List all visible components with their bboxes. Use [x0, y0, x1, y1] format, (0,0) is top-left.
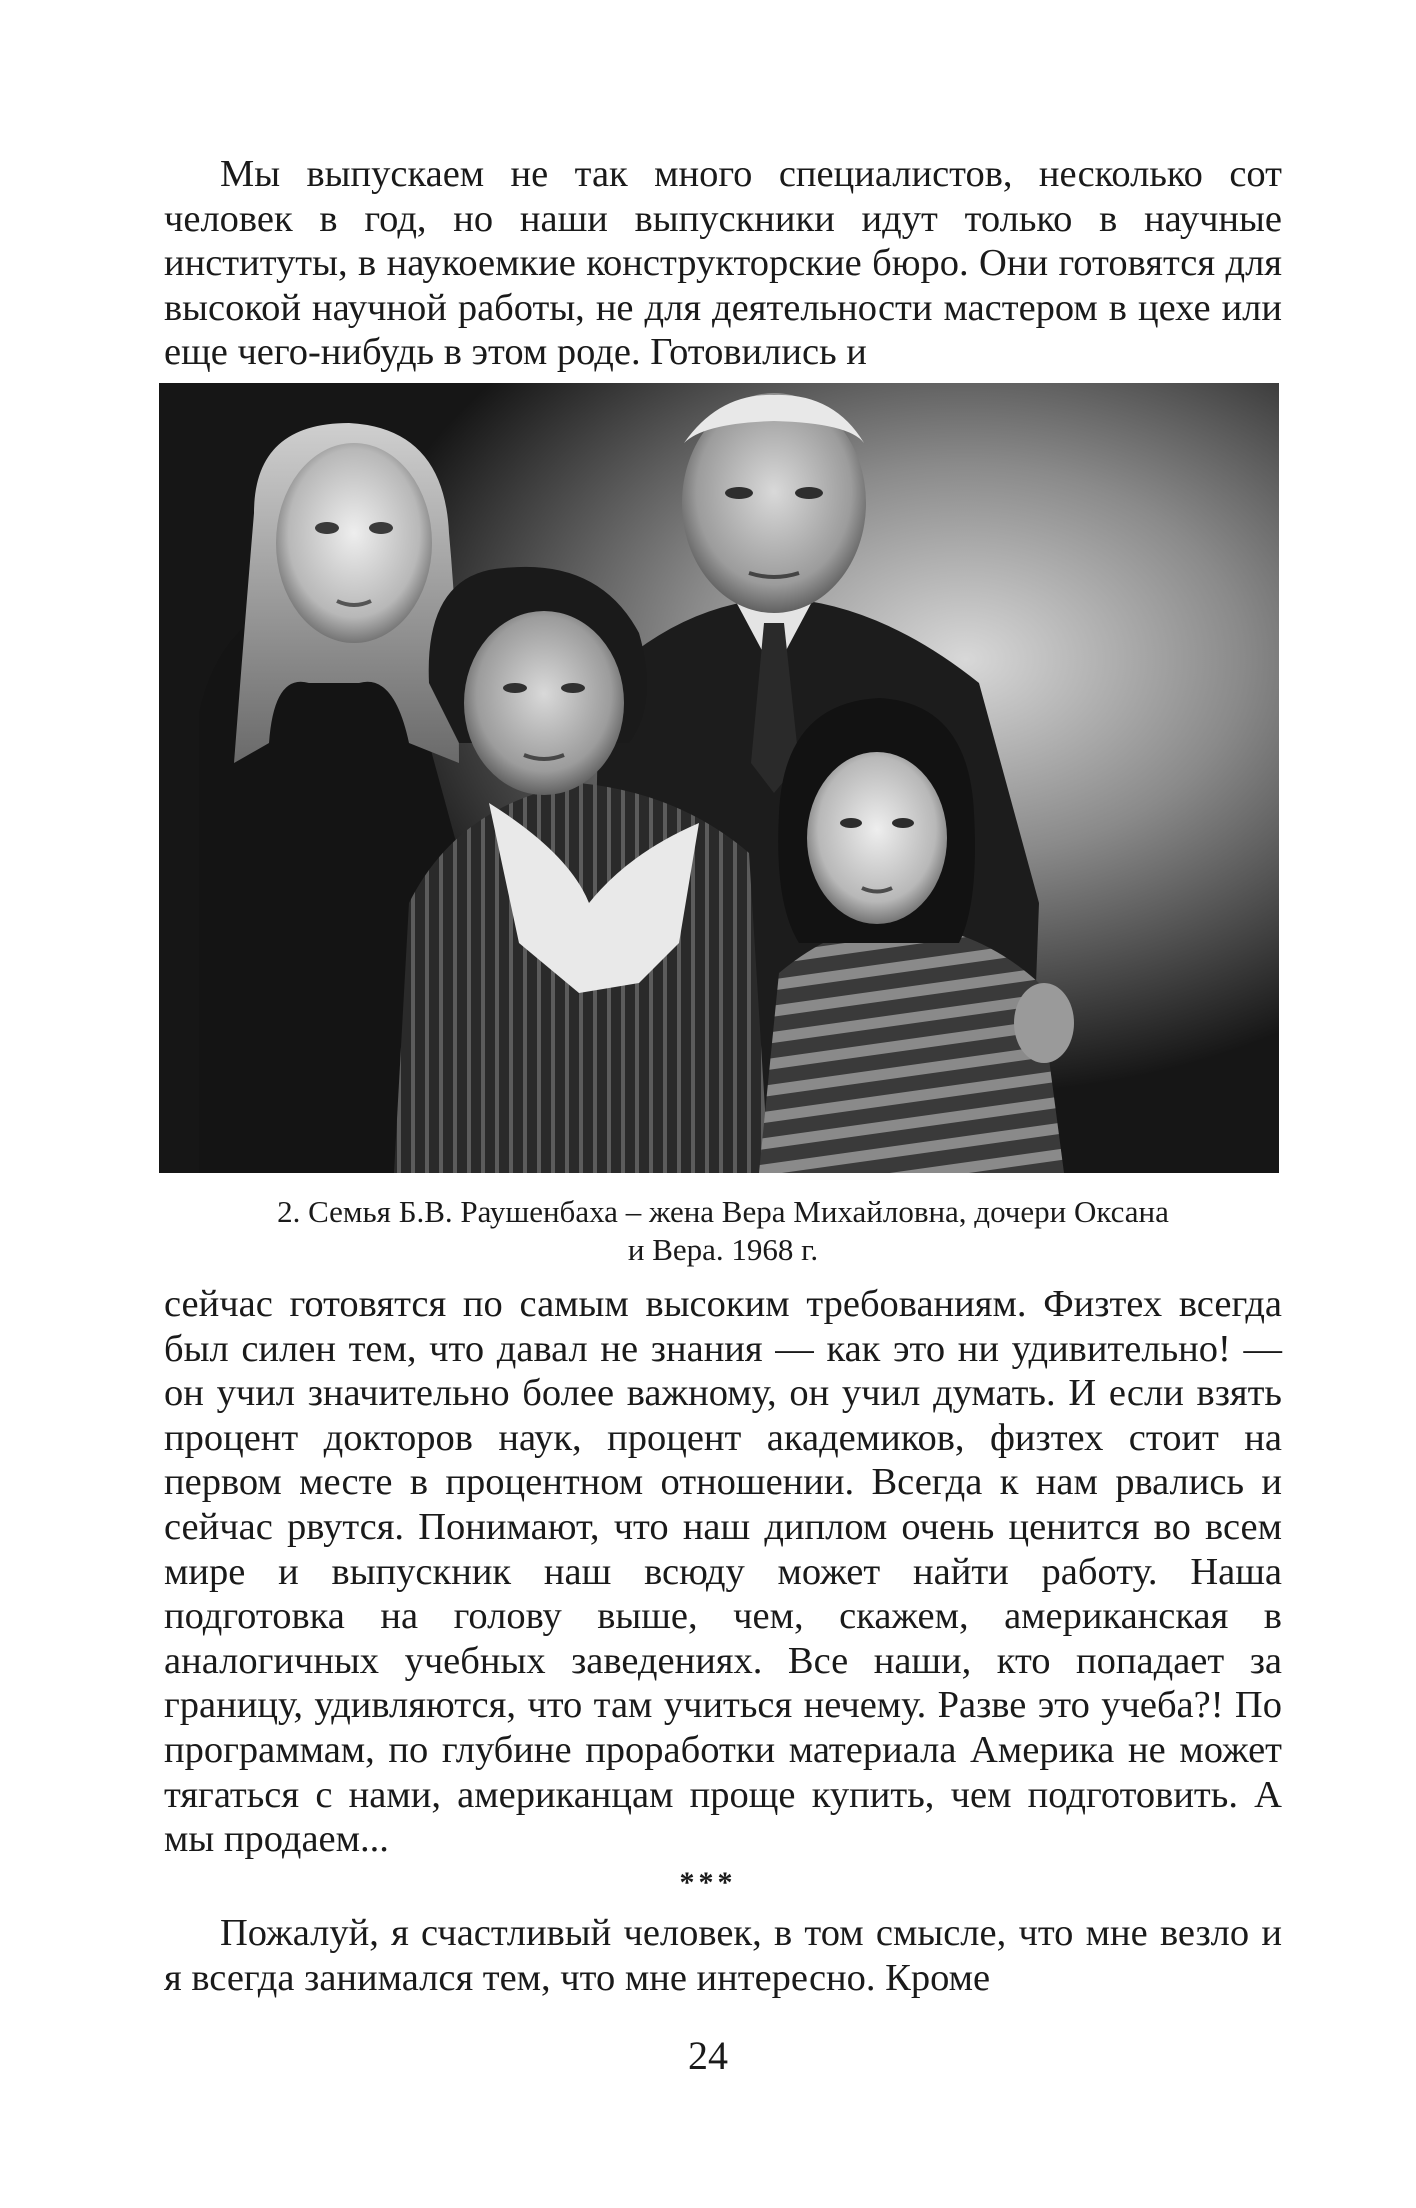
left-daughter-face	[276, 443, 432, 643]
younger-daughter-face	[807, 752, 947, 924]
caption-line-1: 2. Семья Б.В. Раушенбаха – жена Вера Михайловна, дочери Оксана	[277, 1194, 1169, 1229]
section-separator: ***	[679, 1866, 737, 1899]
family-photo	[159, 383, 1279, 1173]
mother-face	[464, 611, 624, 795]
paragraph-2	[164, 1282, 1282, 1862]
paragraph-3-text: Пожалуй, я счастливый человек, в том смысле, что мне везло и я всегда занимался тем, что мне интересно. Кроме	[164, 1912, 1282, 1999]
photo-caption	[164, 1193, 1282, 1269]
page-number: 24	[688, 2033, 728, 2078]
caption-line-2: и Вера. 1968 г.	[627, 1232, 819, 1267]
paragraph-1	[164, 152, 1282, 375]
paragraph-1-text: Мы выпускаем не так много специалистов, несколько сот человек в год, но наши выпускники идут только в научные институты, в наукоемкие конструкторские бюро. Они готовятся для высокой научной работы, не для деятельности мастером в цехе или еще чего-нибудь в этом роде. Готовились и	[164, 153, 1282, 374]
paragraph-3	[164, 1911, 1282, 2000]
paragraph-2-text: сейчас готовятся по самым высоким требованиям. Физтех всегда был силен тем, что давал не знания — как это ни удивительно! — он учил значительно более важному, он учил думать. И если взять процент докторов наук, процент академиков, физтех стоит на первом месте в процентном отношении. Всегда к нам рвались и сейчас рвутся. Понимают, что наш диплом очень ценится во всем мире и выпускник наш всюду может найти работу. Наша подготовка на голову выше, чем, скажем, американская в аналогичных учебных заведениях. Все наши, кто попадает за границу, удивляются, что там учиться нечему. Разве это учеба?! По программам, по глубине проработки материала Америка не может тягаться с нами, американцам проще купить, чем подготовить. А мы продаем...	[164, 1283, 1282, 1861]
family-photo-illustration	[159, 383, 1279, 1173]
